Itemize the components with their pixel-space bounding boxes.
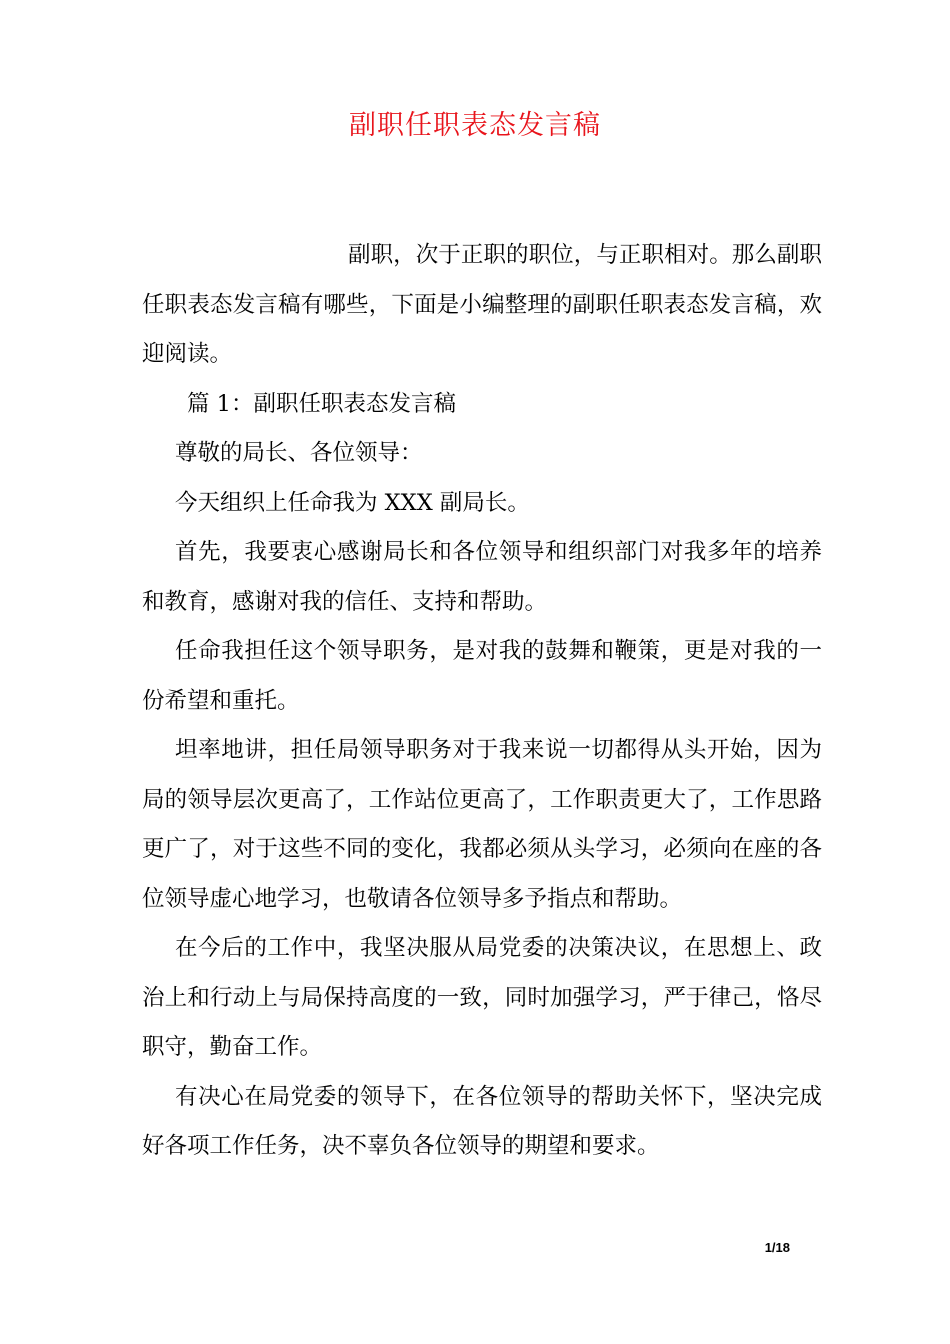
document-title: 副职任职表态发言稿 bbox=[349, 110, 601, 141]
intro-paragraph: 副职，次于正职的职位，与正职相对。那么副职任职表态发言稿有哪些，下面是小编整理的副职任职表态发言稿，欢迎阅读。 bbox=[142, 242, 822, 367]
document-body bbox=[142, 231, 822, 1172]
body-paragraph: 在今后的工作中，我坚决服从局党委的决策决议，在思想上、政治上和行动上与局保持高度的一致，同时加强学习，严于律己，恪尽职守，勤奋工作。 bbox=[142, 935, 822, 1060]
section-heading: 篇 1：副职任职表态发言稿 bbox=[187, 390, 456, 417]
page-number: 1/18 bbox=[764, 1240, 790, 1255]
body-paragraph: 坦率地讲，担任局领导职务对于我来说一切都得从头开始，因为局的领导层次更高了，工作站位更高了，工作职责更大了，工作思路更广了，对于这些不同的变化，我都必须从头学习，必须向在座的各位领导虚心地学习，也敬请各位领导多予指点和帮助。 bbox=[142, 737, 822, 912]
salutation: 尊敬的局长、各位领导： bbox=[175, 440, 423, 466]
body-paragraph: 首先，我要衷心感谢局长和各位领导和组织部门对我多年的培养和教育，感谢对我的信任、支持和帮助。 bbox=[142, 539, 822, 615]
body-paragraph: 任命我担任这个领导职务，是对我的鼓舞和鞭策，更是对我的一份希望和重托。 bbox=[142, 638, 822, 714]
body-paragraph: 有决心在局党委的领导下，在各位领导的帮助关怀下，坚决完成好各项工作任务，决不辜负各位领导的期望和要求。 bbox=[142, 1083, 822, 1159]
body-paragraph: 今天组织上任命我为 XXX 副局长。 bbox=[175, 489, 530, 516]
